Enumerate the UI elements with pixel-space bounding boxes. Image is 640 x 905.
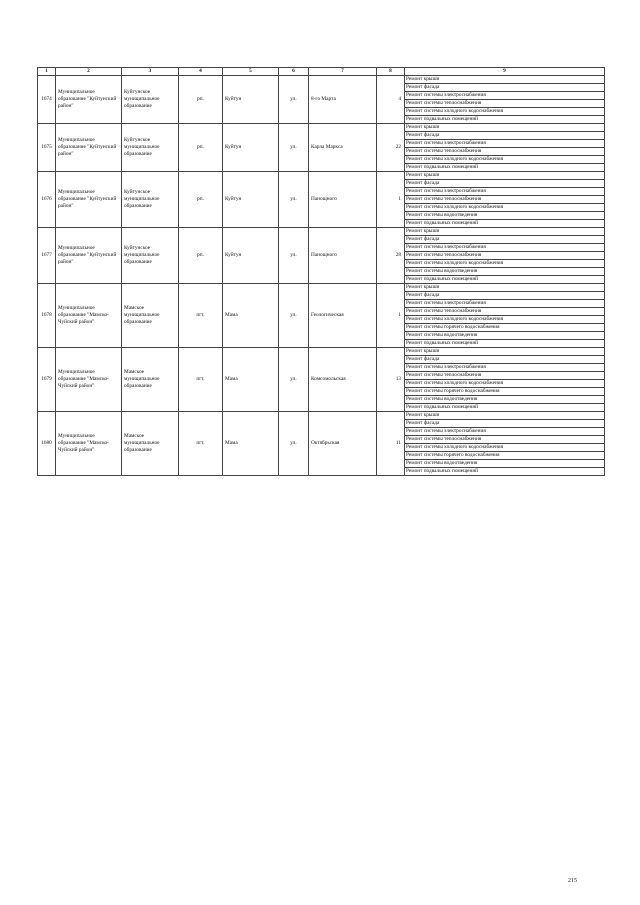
table-header-row: [38, 68, 605, 76]
page-number: 215: [568, 878, 577, 884]
municipality-name: Муниципальное образование "Мамско-Чуйский район": [56, 284, 122, 348]
record-number: 1675: [38, 124, 56, 172]
work-type: Ремонт подвальных помещений: [405, 164, 605, 172]
work-type: Ремонт системы холодного водоснабжения: [405, 204, 605, 212]
street-name: 8-го Марта: [309, 76, 377, 124]
street-type: ул.: [279, 172, 309, 228]
locality-type: рп.: [179, 76, 223, 124]
work-type: Ремонт фасада: [405, 356, 605, 364]
work-type: Ремонт фасада: [405, 132, 605, 140]
work-type: Ремонт системы электроснабжения: [405, 364, 605, 372]
work-type: Ремонт системы электроснабжения: [405, 428, 605, 436]
work-type: Ремонт системы электроснабжения: [405, 188, 605, 196]
repair-program-table: [37, 67, 605, 476]
settlement-name: Мамское муниципальное образование: [122, 412, 179, 476]
locality-type: пгт.: [179, 412, 223, 476]
work-type: Ремонт крыши: [405, 284, 605, 292]
locality-type: пгт.: [179, 284, 223, 348]
work-type: Ремонт системы горячего водоснабжения: [405, 388, 605, 396]
record-number: 1678: [38, 284, 56, 348]
header-cell: 7: [309, 68, 377, 76]
table-row: [38, 284, 605, 292]
house-number: 11: [377, 412, 405, 476]
work-type: Ремонт фасада: [405, 180, 605, 188]
street-type: ул.: [279, 412, 309, 476]
street-name: Геологическая: [309, 284, 377, 348]
municipality-name: Муниципальное образование "Куйтунский район": [56, 76, 122, 124]
work-type: Ремонт системы холодного водоснабжения: [405, 156, 605, 164]
work-type: Ремонт системы водоотведения: [405, 396, 605, 404]
street-name: Панощного: [309, 172, 377, 228]
settlement-name: Мамское муниципальное образование: [122, 284, 179, 348]
house-number: 28: [377, 228, 405, 284]
table-row: [38, 76, 605, 84]
settlement-name: Куйтунское муниципальное образование: [122, 124, 179, 172]
work-type: Ремонт крыши: [405, 76, 605, 84]
work-type: Ремонт подвальных помещений: [405, 220, 605, 228]
street-type: ул.: [279, 76, 309, 124]
work-type: Ремонт системы электроснабжения: [405, 244, 605, 252]
settlement-name: Куйтунское муниципальное образование: [122, 172, 179, 228]
work-type: Ремонт крыши: [405, 412, 605, 420]
locality-type: рп.: [179, 172, 223, 228]
header-cell: 4: [179, 68, 223, 76]
table-row: [38, 348, 605, 356]
work-type: Ремонт системы теплоснабжения: [405, 148, 605, 156]
table-row: [38, 124, 605, 132]
locality-name: Куйтун: [223, 228, 279, 284]
work-type: Ремонт системы теплоснабжения: [405, 372, 605, 380]
header-cell: 2: [56, 68, 122, 76]
work-type: Ремонт подвальных помещений: [405, 116, 605, 124]
work-type: Ремонт системы водоотведения: [405, 460, 605, 468]
street-name: Карла Маркса: [309, 124, 377, 172]
work-type: Ремонт фасада: [405, 236, 605, 244]
street-type: ул.: [279, 348, 309, 412]
header-cell: 9: [405, 68, 605, 76]
work-type: Ремонт подвальных помещений: [405, 404, 605, 412]
locality-name: Куйтун: [223, 124, 279, 172]
work-type: Ремонт фасада: [405, 420, 605, 428]
work-type: Ремонт системы теплоснабжения: [405, 196, 605, 204]
locality-name: Мама: [223, 348, 279, 412]
work-type: Ремонт крыши: [405, 348, 605, 356]
street-name: Панощного: [309, 228, 377, 284]
work-type: Ремонт системы электроснабжения: [405, 92, 605, 100]
work-type: Ремонт подвальных помещений: [405, 276, 605, 284]
street-type: ул.: [279, 284, 309, 348]
record-number: 1677: [38, 228, 56, 284]
table-row: [38, 412, 605, 420]
record-number: 1676: [38, 172, 56, 228]
settlement-name: Куйтунское муниципальное образование: [122, 76, 179, 124]
work-type: Ремонт системы горячего водоснабжения: [405, 452, 605, 460]
work-type: Ремонт системы горячего водоснабжения: [405, 324, 605, 332]
record-number: 1680: [38, 412, 56, 476]
header-cell: 1: [38, 68, 56, 76]
record-number: 1674: [38, 76, 56, 124]
work-type: Ремонт системы водоотведения: [405, 268, 605, 276]
work-type: Ремонт системы холодного водоснабжения: [405, 316, 605, 324]
house-number: 4: [377, 76, 405, 124]
header-cell: 5: [223, 68, 279, 76]
work-type: Ремонт подвальных помещений: [405, 468, 605, 476]
work-type: Ремонт фасада: [405, 292, 605, 300]
work-type: Ремонт системы теплоснабжения: [405, 308, 605, 316]
work-type: Ремонт крыши: [405, 124, 605, 132]
work-type: Ремонт системы теплоснабжения: [405, 252, 605, 260]
work-type: Ремонт системы водоотведения: [405, 332, 605, 340]
work-type: Ремонт системы холодного водоснабжения: [405, 260, 605, 268]
house-number: 22: [377, 124, 405, 172]
street-name: Октябрьская: [309, 412, 377, 476]
work-type: Ремонт системы теплоснабжения: [405, 436, 605, 444]
work-type: Ремонт подвальных помещений: [405, 340, 605, 348]
work-type: Ремонт системы холодного водоснабжения: [405, 444, 605, 452]
header-cell: 6: [279, 68, 309, 76]
work-type: Ремонт крыши: [405, 172, 605, 180]
work-type: Ремонт системы холодного водоснабжения: [405, 108, 605, 116]
work-type: Ремонт системы теплоснабжения: [405, 100, 605, 108]
work-type: Ремонт крыши: [405, 228, 605, 236]
locality-name: Мама: [223, 412, 279, 476]
table-row: [38, 228, 605, 236]
locality-type: рп.: [179, 124, 223, 172]
work-type: Ремонт фасада: [405, 84, 605, 92]
municipality-name: Муниципальное образование "Мамско-Чуйский район": [56, 348, 122, 412]
street-type: ул.: [279, 228, 309, 284]
street-type: ул.: [279, 124, 309, 172]
locality-type: рп.: [179, 228, 223, 284]
house-number: 13: [377, 348, 405, 412]
record-number: 1679: [38, 348, 56, 412]
work-type: Ремонт системы электроснабжения: [405, 300, 605, 308]
municipality-name: Муниципальное образование "Куйтунский район": [56, 172, 122, 228]
header-cell: 8: [377, 68, 405, 76]
locality-name: Мама: [223, 284, 279, 348]
locality-name: Куйтун: [223, 76, 279, 124]
settlement-name: Мамское муниципальное образование: [122, 348, 179, 412]
house-number: 1: [377, 172, 405, 228]
work-type: Ремонт системы холодного водоснабжения: [405, 380, 605, 388]
municipality-name: Муниципальное образование "Мамско-Чуйский район": [56, 412, 122, 476]
house-number: 1: [377, 284, 405, 348]
work-type: Ремонт системы водоотведения: [405, 212, 605, 220]
table-body: [38, 76, 605, 476]
street-name: Комсомольская: [309, 348, 377, 412]
header-cell: 3: [122, 68, 179, 76]
municipality-name: Муниципальное образование "Куйтунский район": [56, 124, 122, 172]
work-type: Ремонт системы электроснабжения: [405, 140, 605, 148]
locality-type: пгт.: [179, 348, 223, 412]
table-row: [38, 172, 605, 180]
settlement-name: Куйтунское муниципальное образование: [122, 228, 179, 284]
municipality-name: Муниципальное образование "Куйтунский район": [56, 228, 122, 284]
locality-name: Куйтун: [223, 172, 279, 228]
